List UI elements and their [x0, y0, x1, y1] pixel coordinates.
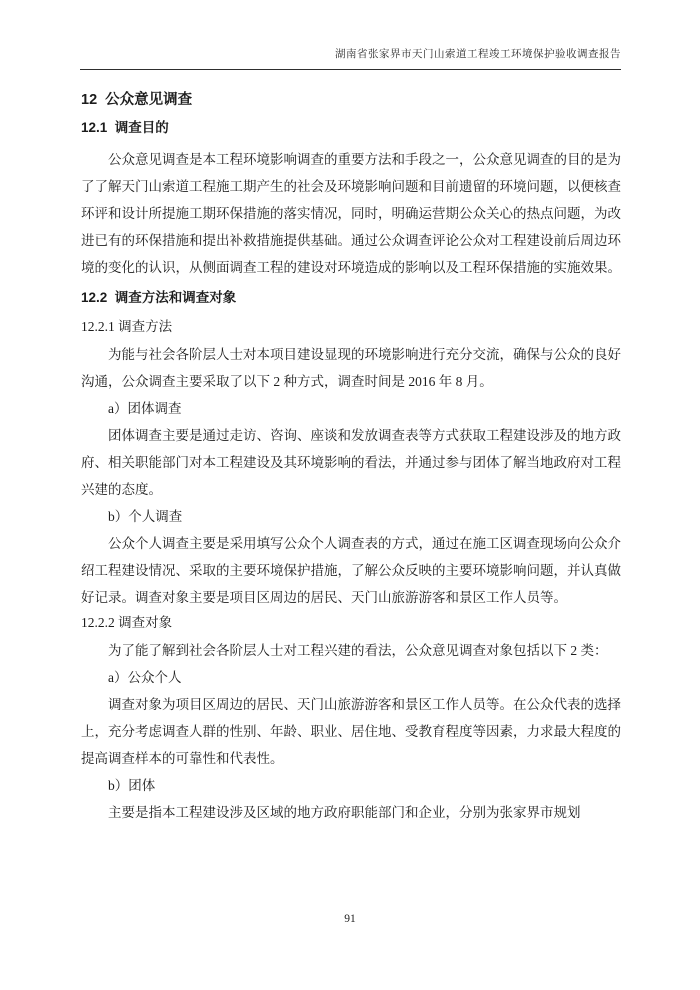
paragraph-individual-survey: 公众个人调查主要是采用填写公众个人调查表的方式，通过在施工区调查现场向公众介绍工程建设情况、采取的主要环境保护措施，了解公众反映的主要环境影响问题，并认真做好记录。调查对象主要是项目区周边的居民、天门山旅游游客和景区工作人员等。 — [81, 536, 621, 605]
header-rule — [80, 69, 621, 70]
paragraph-group-orgs: 主要是指本工程建设涉及区域的地方政府职能部门和企业，分别为张家界市规划 — [108, 805, 581, 820]
list-item-b-individual-survey: b）个人调查 — [108, 509, 183, 524]
paragraph-public-individual: 调查对象为项目区周边的居民、天门山旅游游客和景区工作人员等。在公众代表的选择上，充分考虑调查人群的性别、年龄、职业、居住地、受教育程度等因素，力求最大程度的提高调查样本的可靠性和代表性。 — [81, 697, 621, 766]
paragraph-objects-intro: 为了能了解到社会各阶层人士对工程兴建的看法，公众意见调查对象包括以下 2 类： — [108, 643, 608, 658]
paragraph-group-survey: 团体调查主要是通过走访、咨询、座谈和发放调查表等方式获取工程建设涉及的地方政府、相关职能部门对本工程建设及其环境影响的看法，并通过参与团体了解当地政府对工程兴建的态度。 — [81, 428, 621, 497]
section-heading-12: 12 公众意见调查 — [81, 92, 193, 108]
list-item-b-group: b）团体 — [108, 778, 156, 793]
subsection-heading-12-2: 12.2 调查方法和调查对象 — [81, 290, 237, 305]
paragraph-survey-purpose: 公众意见调查是本工程环境影响调查的重要方法和手段之一，公众意见调查的目的是为了了解天门山索道工程施工期产生的社会及环境影响问题和目前遗留的环境问题，以便核查环评和设计所提施工期环保措施的落实情况，同时，明确运营期公众关心的热点问题，为改进已有的环保措施和提出补救措施提供基础。通过公众调查评论公众对工程建设前后周边环境的变化的认识，从侧面调查工程的建设对环境造成的影响以及工程环保措施的实施效果。 — [81, 152, 621, 275]
subsection-heading-12-1: 12.1 调查目的 — [81, 120, 169, 135]
paragraph-method-intro: 为能与社会各阶层人士对本项目建设显现的环境影响进行充分交流，确保与公众的良好沟通，公众调查主要采取了以下 2 种方式，调查时间是 2016 年 8 月。 — [81, 347, 621, 389]
page-number: 91 — [344, 913, 356, 925]
document-content — [81, 88, 621, 826]
list-item-a-group-survey: a）团体调查 — [108, 401, 182, 416]
running-header: 湖南省张家界市天门山索道工程竣工环境保护验收调查报告 — [335, 49, 621, 60]
subsubsection-heading-12-2-2: 12.2.2 调查对象 — [81, 615, 173, 630]
subsubsection-heading-12-2-1: 12.2.1 调查方法 — [81, 319, 173, 334]
list-item-a-public-individual: a）公众个人 — [108, 670, 182, 685]
